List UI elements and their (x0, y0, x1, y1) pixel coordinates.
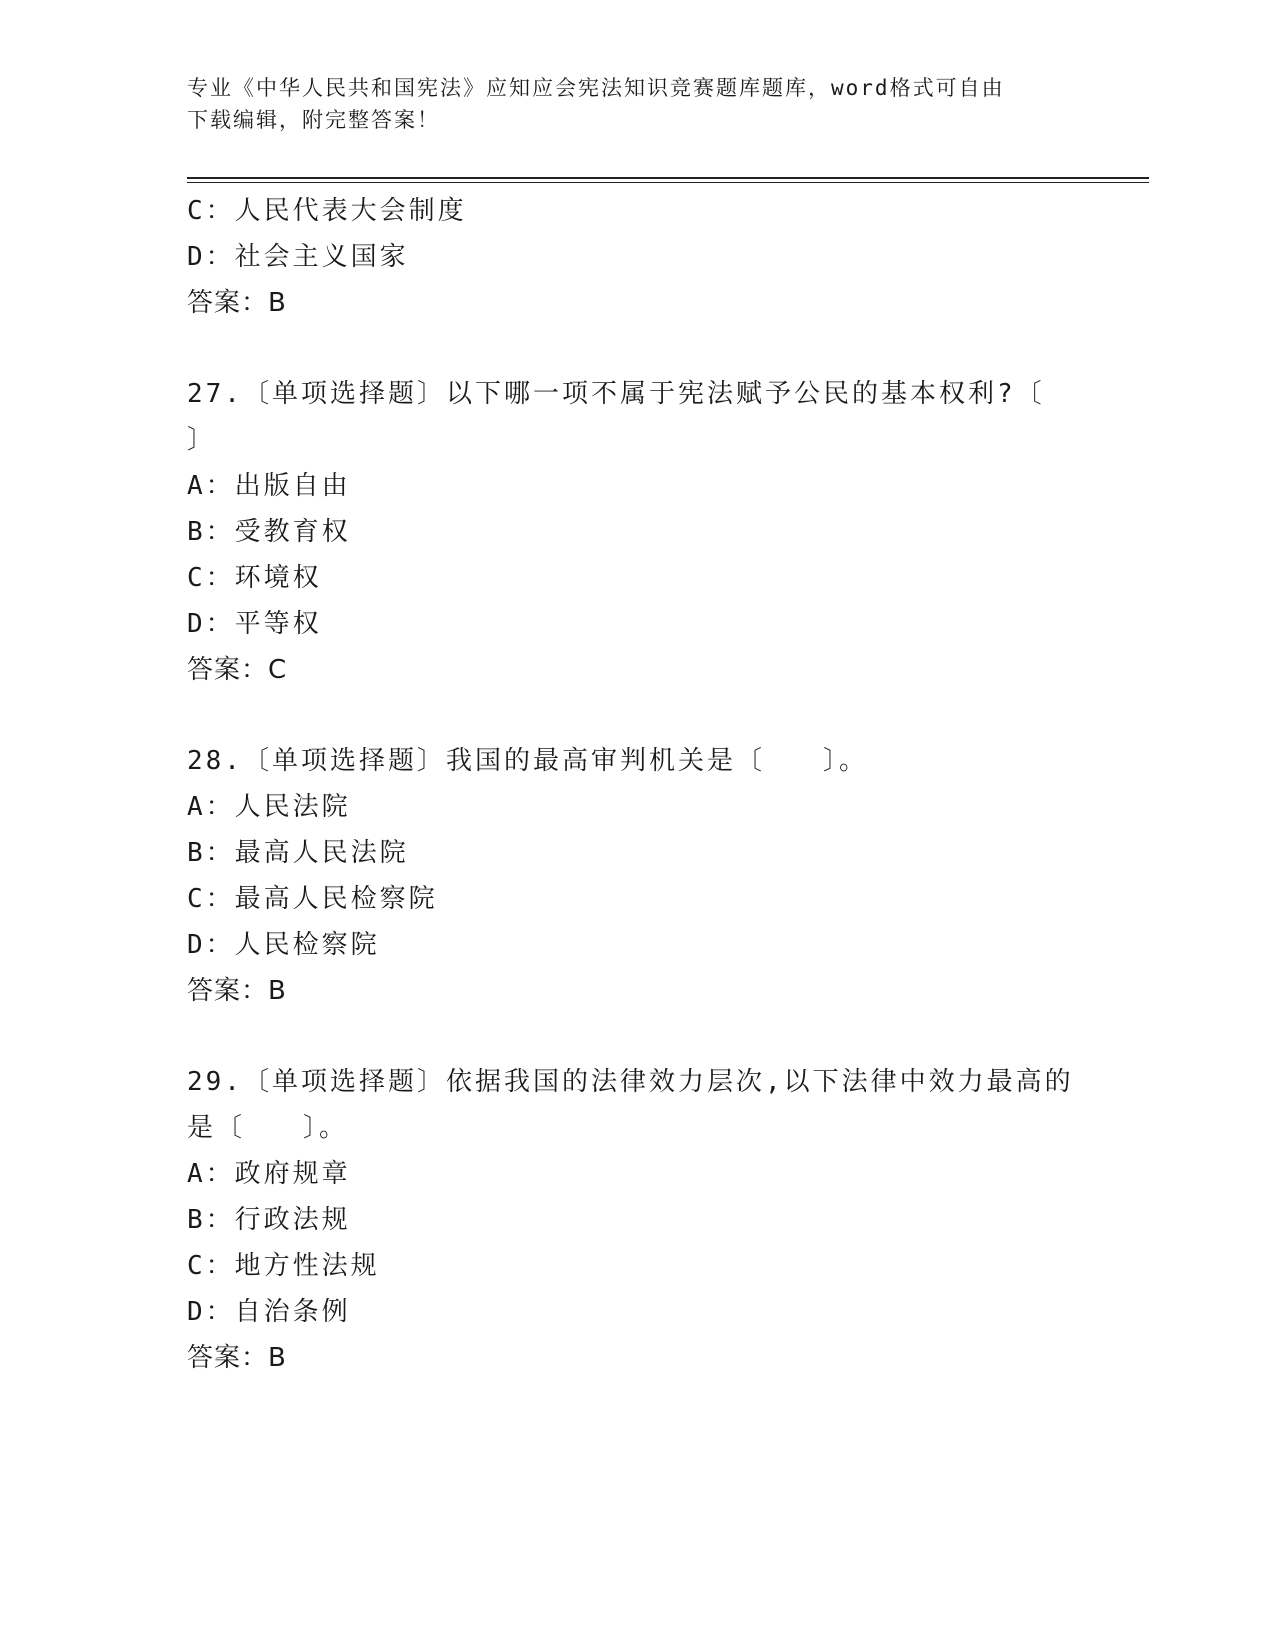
option-a: A：政府规章 (187, 1159, 351, 1189)
question-list (187, 188, 1087, 1381)
question-29 (187, 1059, 1087, 1381)
option-c: C：环境权 (187, 563, 322, 593)
option-b: B：最高人民法院 (187, 838, 409, 868)
answer-line: 答案：C (187, 655, 288, 685)
option-c: C：地方性法规 (187, 1251, 380, 1281)
option-d: D：人民检察院 (187, 930, 380, 960)
option-d: D：平等权 (187, 609, 322, 639)
answer-line: 答案：B (187, 1343, 287, 1373)
question-text-line: 27.〔单项选择题〕以下哪一项不属于宪法赋予公民的基本权利?〔 (187, 379, 1045, 409)
question-text-line: 28.〔单项选择题〕我国的最高审判机关是〔 〕。 (187, 746, 868, 776)
option-b: B：行政法规 (187, 1205, 351, 1235)
option-d: D：自治条例 (187, 1297, 351, 1327)
question-text-line: 29.〔单项选择题〕依据我国的法律效力层次,以下法律中效力最高的 (187, 1067, 1074, 1097)
option-a: A：出版自由 (187, 471, 351, 501)
previous-question-tail (187, 188, 1087, 326)
option-c: C：最高人民检察院 (187, 884, 438, 914)
option-b: B：受教育权 (187, 517, 351, 547)
header-rule-thin (187, 182, 1149, 183)
option-a: A：人民法院 (187, 792, 351, 822)
option-d: D：社会主义国家 (187, 242, 409, 272)
question-28 (187, 738, 1087, 1014)
question-27 (187, 371, 1087, 693)
header-line-1: 专业《中华人民共和国宪法》应知应会宪法知识竞赛题库题库，word格式可自由 (187, 76, 1005, 100)
question-text-line: 〕 (187, 425, 217, 455)
header-rule-thick (187, 177, 1149, 179)
option-c: C：人民代表大会制度 (187, 196, 467, 226)
answer-line: 答案：B (187, 976, 287, 1006)
question-text-line: 是〔 〕。 (187, 1113, 349, 1143)
header-line-2: 下载编辑，附完整答案！ (187, 108, 440, 132)
answer-line: 答案：B (187, 288, 287, 318)
document-header (187, 72, 1067, 136)
